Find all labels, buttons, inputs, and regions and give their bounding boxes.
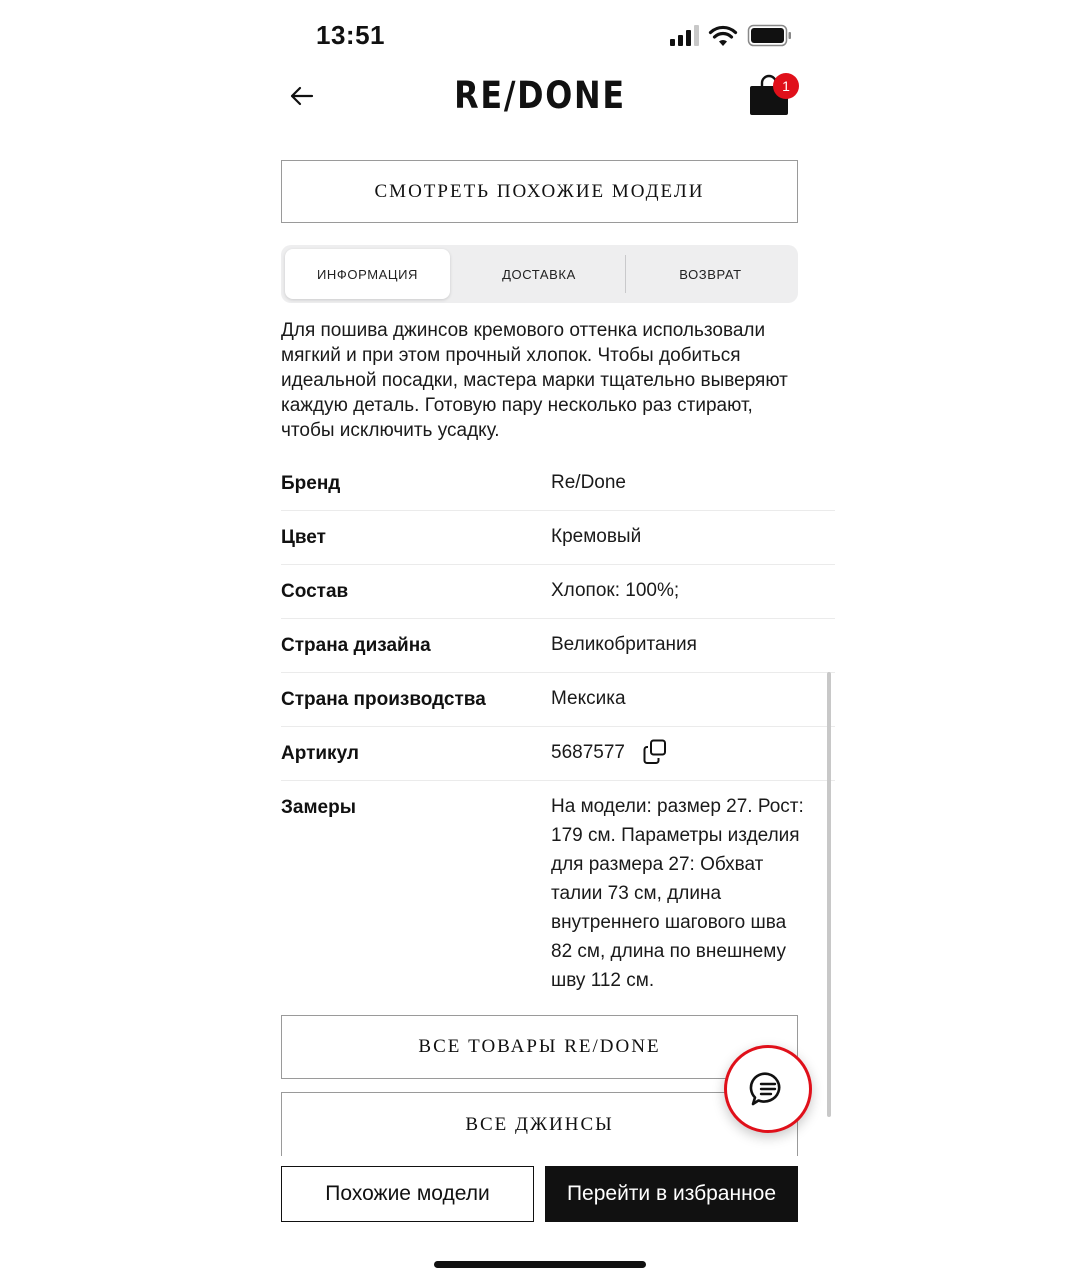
spec-row-article (281, 743, 835, 781)
spec-label: Замеры (281, 797, 356, 818)
copy-icon[interactable] (643, 739, 667, 765)
spec-value: Мексика (551, 688, 626, 709)
spec-value: Хлопок: 100%; (551, 580, 680, 601)
info-tabs (281, 245, 798, 303)
similar-models-button[interactable]: Похожие модели (281, 1166, 534, 1222)
chat-button[interactable] (724, 1045, 812, 1133)
brand-logo[interactable]: RE/DONE (454, 74, 626, 117)
spec-row-measurements (281, 797, 835, 997)
status-icons (668, 24, 792, 48)
status-time: 13:51 (316, 20, 385, 50)
spec-row-design-country (281, 635, 835, 673)
spec-label: Бренд (281, 473, 341, 494)
tab-returns[interactable]: ВОЗВРАТ (679, 266, 742, 282)
spec-row-brand (281, 473, 835, 511)
cellular-signal-icon (670, 25, 699, 46)
spec-row-color (281, 527, 835, 565)
spec-value: 5687577 (551, 742, 625, 763)
all-jeans-button[interactable]: ВСЕ ДЖИНСЫ (281, 1092, 798, 1156)
all-brand-items-button[interactable]: ВСЕ ТОВАРЫ RE/DONE (281, 1015, 798, 1079)
spec-label: Страна производства (281, 689, 486, 710)
spec-label: Цвет (281, 527, 326, 548)
tab-information[interactable]: ИНФОРМАЦИЯ (285, 249, 450, 299)
tab-divider (625, 255, 626, 293)
battery-icon (749, 26, 792, 46)
spec-value: Кремовый (551, 526, 642, 547)
spec-value: Re/Done (551, 472, 626, 493)
chat-bubble-icon (749, 1070, 787, 1108)
tab-delivery[interactable]: ДОСТАВКА (502, 266, 576, 282)
go-to-favorites-button[interactable]: Перейти в избранное (545, 1166, 798, 1222)
spec-value: Великобритания (551, 634, 697, 655)
back-arrow-icon[interactable] (286, 80, 318, 112)
see-similar-models-button[interactable]: СМОТРЕТЬ ПОХОЖИЕ МОДЕЛИ (281, 160, 798, 223)
home-indicator[interactable] (434, 1261, 646, 1268)
cart-count-badge: 1 (773, 73, 799, 99)
spec-label: Страна дизайна (281, 635, 431, 656)
scrollbar[interactable] (827, 672, 831, 1117)
spec-row-production-country (281, 689, 835, 727)
spec-row-composition (281, 581, 835, 619)
spec-value: На модели: размер 27. Рост: 179 см. Параметры изделия для размера 27: Обхват талии 73 см, длина внутреннего шагового шва 82 см, длина по внешнему шву 112 см. (551, 796, 804, 991)
product-description: Для пошива джинсов кремового оттенка использовали мягкий и при этом прочный хлопок. Чтобы добиться идеальной посадки, мастера марки тщательно выверяют каждую деталь. Готовую пару несколько раз стирают, чтобы исключить усадку. (281, 320, 788, 441)
spec-label: Состав (281, 581, 349, 602)
wifi-icon (711, 27, 736, 46)
spec-label: Артикул (281, 743, 359, 764)
